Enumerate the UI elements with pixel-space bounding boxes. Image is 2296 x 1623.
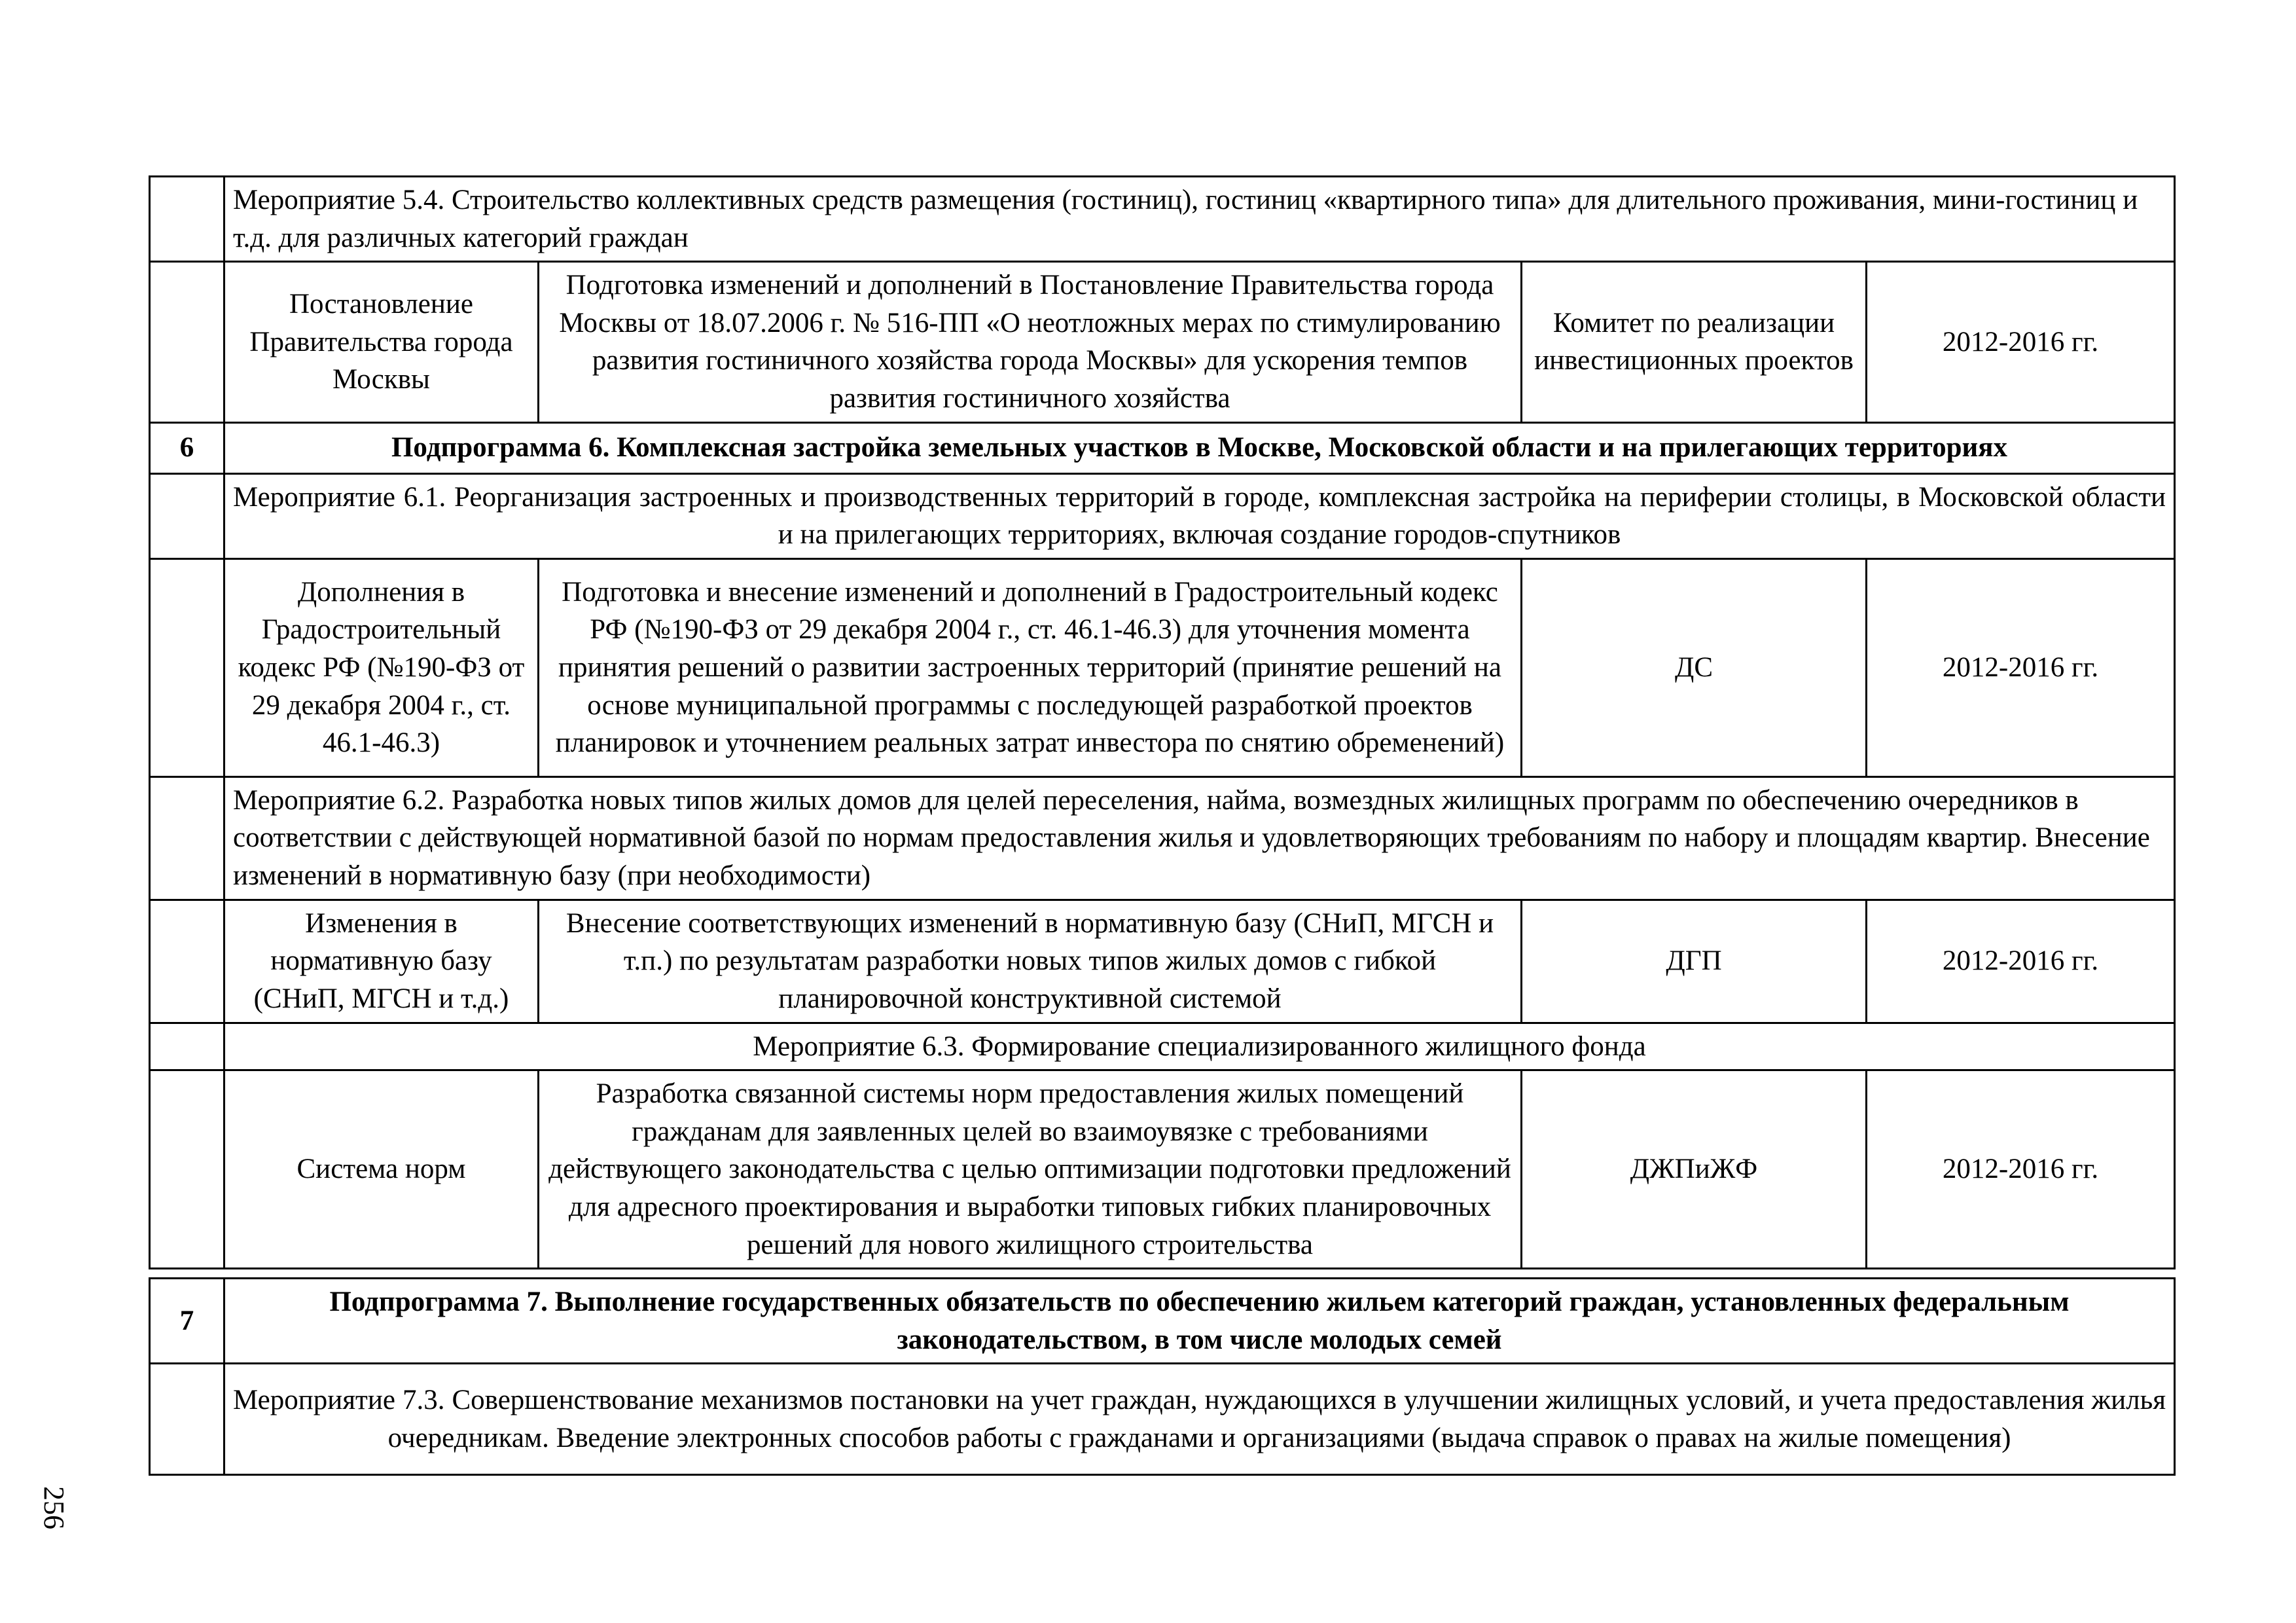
subprogram-row [150, 1279, 2175, 1364]
table-row [150, 1023, 2175, 1070]
number-cell [150, 1070, 224, 1269]
number-cell [150, 473, 224, 558]
document-cell: Дополнения в Градостроительный кодекс РФ (№190-ФЗ от 29 декабря 2004 г., ст. 46.1-46.3) [224, 558, 539, 776]
number-cell [150, 1364, 224, 1475]
measure-7-3-heading: Мероприятие 7.3. Совершенствование механизмов постановки на учет граждан, нуждающихся в улучшении жилищных условий, и учета предоставления жилья очередникам. Введение электронных способов работы с гражданами и организациями (выдача справок о правах на жилые помещения) [224, 1364, 2175, 1475]
number-cell [150, 1023, 224, 1070]
measures-table [149, 175, 2176, 1269]
subprogram-title: Подпрограмма 7. Выполнение государственных обязательств по обеспечению жильем категорий граждан, установленных федеральным законодательством, в том числе молодых семей [224, 1279, 2175, 1364]
number-cell [150, 900, 224, 1023]
subprogram-title: Подпрограмма 6. Комплексная застройка земельных участков в Москве, Московской области и на прилегающих территориях [224, 422, 2175, 473]
period-cell: 2012-2016 гг. [1867, 900, 2175, 1023]
document-cell: Постановление Правительства города Москвы [224, 262, 539, 422]
table-row [150, 1070, 2175, 1269]
measure-6-3-heading: Мероприятие 6.3. Формирование специализированного жилищного фонда [224, 1023, 2175, 1070]
table-row [150, 1364, 2175, 1475]
responsible-cell: Комитет по реализации инвестиционных проектов [1522, 262, 1867, 422]
responsible-cell: ДС [1522, 558, 1867, 776]
content-cell: Внесение соответствующих изменений в нормативную базу (СНиП, МГСН и т.п.) по результатам разработки новых типов жилых домов с гибкой планировочной конструктивной системой [539, 900, 1522, 1023]
subprogram-row [150, 422, 2175, 473]
content-cell: Подготовка изменений и дополнений в Постановление Правительства города Москвы от 18.07.2006 г. № 516-ПП «О неотложных мерах по стимулированию развития гостиничного хозяйства города Москвы» для ускорения темпов развития гостиничного хозяйства [539, 262, 1522, 422]
measure-6-1-heading: Мероприятие 6.1. Реорганизация застроенных и производственных территорий в городе, комплексная застройка на периферии столицы, в Московской области и на прилегающих территориях, включая создание городов-спутников [224, 473, 2175, 558]
table-row [150, 776, 2175, 900]
period-cell: 2012-2016 гг. [1867, 558, 2175, 776]
content-cell: Разработка связанной системы норм предоставления жилых помещений гражданам для заявленных целей во взаимоувязке с требованиями действующего законодательства с целью оптимизации подготовки предложений для адресного проектирования и выработки типовых гибких планировочных решений для нового жилищного строительства [539, 1070, 1522, 1269]
table-row [150, 177, 2175, 262]
subprogram-number: 6 [150, 422, 224, 473]
table-row [150, 473, 2175, 558]
number-cell [150, 177, 224, 262]
document-cell: Изменения в нормативную базу (СНиП, МГСН и т.д.) [224, 900, 539, 1023]
subprogram-number: 7 [150, 1279, 224, 1364]
measure-5-4-heading: Мероприятие 5.4. Строительство коллективных средств размещения (гостиниц), гостиниц «квартирного типа» для длительного проживания, мини-гостиниц и т.д. для различных категорий граждан [224, 177, 2175, 262]
responsible-cell: ДЖПиЖФ [1522, 1070, 1867, 1269]
table-row [150, 900, 2175, 1023]
number-cell [150, 262, 224, 422]
document-cell: Система норм [224, 1070, 539, 1269]
page-number: 256 [38, 1486, 70, 1529]
measure-6-2-heading: Мероприятие 6.2. Разработка новых типов жилых домов для целей переселения, найма, возмездных жилищных программ по обеспечению очередников в соответствии с действующей нормативной базой по нормам предоставления жилья и удовлетворяющих требованиям по набору и площадям квартир. Внесение изменений в нормативную базу (при необходимости) [224, 776, 2175, 900]
period-cell: 2012-2016 гг. [1867, 1070, 2175, 1269]
responsible-cell: ДГП [1522, 900, 1867, 1023]
number-cell [150, 776, 224, 900]
period-cell: 2012-2016 гг. [1867, 262, 2175, 422]
subprogram-7-table [149, 1277, 2176, 1476]
table-row [150, 558, 2175, 776]
table-row [150, 262, 2175, 422]
content-cell: Подготовка и внесение изменений и дополнений в Градостроительный кодекс РФ (№190-ФЗ от 29 декабря 2004 г., ст. 46.1-46.3) для уточнения момента принятия решений о развитии застроенных территорий (принятие решений на основе муниципальной программы с последующей разработкой проектов планировок и уточнением реальных затрат инвестора по снятию обременений) [539, 558, 1522, 776]
number-cell [150, 558, 224, 776]
